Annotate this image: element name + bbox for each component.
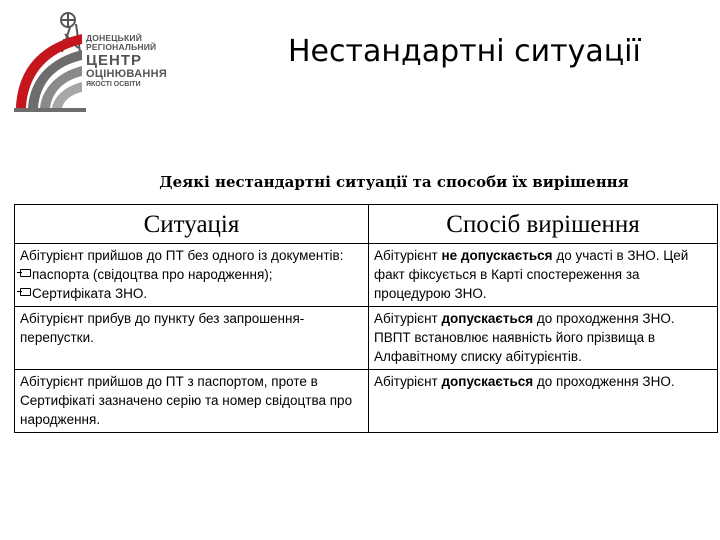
list-item bbox=[20, 265, 363, 284]
solution-emphasis: допускається bbox=[441, 374, 534, 389]
solution-cell bbox=[369, 307, 718, 370]
bullet-icon bbox=[20, 288, 31, 296]
solution-note: ПВПТ встановлює наявність його прізвища в Алфавітному списку абітурієнтів. bbox=[374, 330, 655, 364]
list-item-text: паспорта (свідоцтва про народження); bbox=[32, 267, 273, 282]
solution-emphasis: допускається bbox=[441, 311, 534, 326]
situation-text: Абітурієнт прийшов до ПТ без одного із документів: bbox=[20, 248, 344, 263]
page-title: Нестандартні ситуації bbox=[288, 34, 641, 69]
logo-line: ДОНЕЦЬКИЙ bbox=[86, 33, 142, 43]
situation-cell bbox=[15, 244, 369, 307]
solution-text: до участі в ЗНО. Цей факт фіксується в Карті спостереження за процедурою ЗНО. bbox=[374, 248, 689, 301]
situation-text: Абітурієнт прийшов до ПТ з паспортом, проте в Сертифікаті зазначено серію та номер свідоцтва про народження. bbox=[20, 374, 353, 427]
situations-table bbox=[14, 204, 718, 433]
table-row bbox=[15, 370, 718, 433]
organization-logo bbox=[10, 8, 170, 120]
solution-text: Абітурієнт bbox=[374, 374, 438, 389]
logo-line: ЯКОСТІ ОСВІТИ bbox=[86, 81, 141, 89]
column-header-solution: Спосіб вирішення bbox=[369, 205, 718, 244]
solution-emphasis: не допускається bbox=[441, 248, 553, 263]
list-item-text: Сертифіката ЗНО. bbox=[32, 286, 148, 301]
column-header-situation: Ситуація bbox=[15, 205, 369, 244]
solution-cell bbox=[369, 244, 718, 307]
table-header-row bbox=[15, 205, 718, 244]
solution-cell bbox=[369, 370, 718, 433]
solution-text: до проходження ЗНО. bbox=[536, 311, 675, 326]
table-caption: Деякі нестандартні ситуації та способи їх вирішення bbox=[159, 173, 629, 191]
table-row bbox=[15, 307, 718, 370]
situation-cell bbox=[15, 370, 369, 433]
bullet-icon bbox=[20, 269, 31, 277]
logo-line: РЕГІОНАЛЬНИЙ bbox=[86, 41, 157, 52]
situation-text: Абітурієнт прибув до пункту без запрошення-перепустки. bbox=[20, 311, 305, 345]
solution-text: Абітурієнт bbox=[374, 248, 438, 263]
list-item bbox=[20, 284, 363, 303]
logo-line: ЦЕНТР bbox=[86, 51, 142, 69]
solution-text: Абітурієнт bbox=[374, 311, 438, 326]
logo-emblem-icon bbox=[10, 8, 90, 120]
situation-cell bbox=[15, 307, 369, 370]
table-row bbox=[15, 244, 718, 307]
logo-line: ОЦІНЮВАННЯ bbox=[86, 67, 168, 80]
solution-text: до проходження ЗНО. bbox=[536, 374, 675, 389]
